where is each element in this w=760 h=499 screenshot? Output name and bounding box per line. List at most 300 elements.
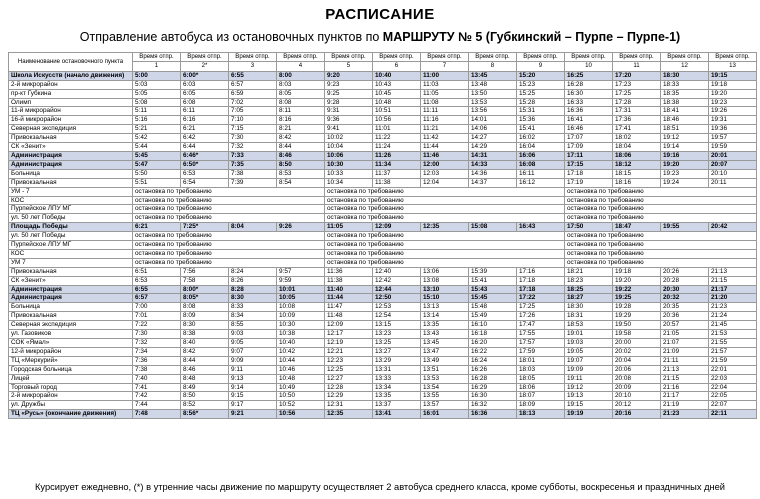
stop-name: 2-й микрорайон	[9, 80, 133, 89]
departure-time: 19:18	[613, 267, 661, 276]
departure-time: 6:59	[229, 89, 277, 98]
departure-time: 5:16	[133, 116, 181, 125]
run-number: 6	[373, 62, 421, 71]
departure-time: 17:11	[565, 151, 613, 160]
departure-time: 9:26	[277, 223, 325, 232]
departure-time: 7:22	[133, 321, 181, 330]
schedule-row	[9, 347, 757, 356]
departure-time: 8:40	[181, 339, 229, 348]
stop-name: Привокзальная	[9, 267, 133, 276]
run-number: 8	[469, 62, 517, 71]
departure-time: 19:18	[709, 80, 757, 89]
departure-time: 5:42	[133, 134, 181, 143]
schedule-table	[8, 52, 757, 419]
departure-time: 16:36	[565, 107, 613, 116]
departure-time: 20:28	[661, 276, 709, 285]
departure-time: 5:44	[133, 143, 181, 152]
departure-time: 14:27	[469, 134, 517, 143]
departure-time: 20:11	[709, 178, 757, 187]
departure-time: 12:40	[373, 267, 421, 276]
stop-name: ул. Газовиков	[9, 330, 133, 339]
departure-time: 12:54	[373, 312, 421, 321]
departure-time: 13:14	[421, 312, 469, 321]
departure-time: 13:48	[469, 80, 517, 89]
time-column-header: Время отпр.	[661, 53, 709, 62]
departure-time: 19:01	[565, 330, 613, 339]
departure-time: 19:36	[709, 125, 757, 134]
departure-time: 10:43	[373, 80, 421, 89]
departure-time: 21:20	[709, 294, 757, 303]
departure-time: 8:53	[277, 169, 325, 178]
departure-time: 15:45	[469, 294, 517, 303]
departure-time: 14:31	[469, 151, 517, 160]
departure-time: 16:28	[565, 80, 613, 89]
departure-time: 21:59	[709, 356, 757, 365]
departure-time: 15:36	[517, 116, 565, 125]
departure-time: 21:23	[661, 410, 709, 419]
departure-time: 13:27	[373, 347, 421, 356]
departure-time: 19:05	[565, 347, 613, 356]
departure-time: 7:00	[133, 303, 181, 312]
departure-time: 21:16	[661, 383, 709, 392]
departure-time: 6:05	[181, 89, 229, 98]
departure-time: 8:50	[181, 392, 229, 401]
departure-time: 15:49	[469, 312, 517, 321]
departure-time: 11:44	[325, 294, 373, 303]
departure-time: 10:44	[277, 356, 325, 365]
on-request-label: остановка по требованию	[565, 214, 757, 223]
departure-time: 18:16	[613, 178, 661, 187]
departure-time: 6:54	[181, 178, 229, 187]
departure-time: 21:11	[661, 356, 709, 365]
departure-time: 20:04	[613, 356, 661, 365]
schedule-body	[9, 71, 757, 418]
departure-time: 6:21	[181, 125, 229, 134]
departure-time: 8:44	[181, 356, 229, 365]
departure-time: 18:04	[613, 143, 661, 152]
departure-time: 8:49	[181, 383, 229, 392]
stop-name: 12-й микрорайон	[9, 347, 133, 356]
departure-time: 12:19	[325, 339, 373, 348]
departure-time: 13:29	[373, 356, 421, 365]
departure-time: 16:22	[469, 347, 517, 356]
departure-time: 17:31	[613, 107, 661, 116]
departure-time: 19:31	[709, 116, 757, 125]
departure-time: 7:30	[133, 330, 181, 339]
departure-time: 19:11	[565, 374, 613, 383]
departure-time: 7:56	[181, 267, 229, 276]
departure-time: 18:01	[517, 356, 565, 365]
stop-name: Лицей	[9, 374, 133, 383]
departure-time: 5:03	[133, 80, 181, 89]
departure-time: 22:01	[709, 365, 757, 374]
departure-time: 18:25	[565, 285, 613, 294]
departure-time: 8:46	[181, 365, 229, 374]
departure-time: 7:58	[181, 276, 229, 285]
departure-time: 12:09	[373, 223, 421, 232]
stop-name: Администрация	[9, 285, 133, 294]
on-request-label: остановка по требованию	[325, 196, 565, 205]
departure-time: 6:55	[229, 71, 277, 80]
schedule-row	[9, 143, 757, 152]
departure-time: 21:45	[709, 321, 757, 330]
departure-time: 5:47	[133, 160, 181, 169]
departure-time: 18:33	[661, 80, 709, 89]
departure-time: 13:23	[373, 330, 421, 339]
departure-time: 16:12	[517, 178, 565, 187]
time-column-header: Время отпр.	[709, 53, 757, 62]
departure-time: 7:40	[133, 374, 181, 383]
departure-time: 7:32	[133, 339, 181, 348]
departure-time: 16:32	[469, 401, 517, 410]
departure-time: 21:57	[709, 347, 757, 356]
departure-time: 16:25	[565, 71, 613, 80]
departure-time: 13:35	[373, 392, 421, 401]
departure-time: 5:50	[133, 169, 181, 178]
time-column-header: Время отпр.	[613, 53, 661, 62]
departure-time: 13:43	[421, 330, 469, 339]
on-request-label: остановка по требованию	[565, 205, 757, 214]
departure-time: 17:18	[517, 276, 565, 285]
departure-time: 11:08	[421, 98, 469, 107]
departure-time: 9:05	[229, 339, 277, 348]
departure-time: 7:48	[133, 410, 181, 419]
departure-time: 19:16	[661, 151, 709, 160]
departure-time: 20:08	[613, 374, 661, 383]
departure-time: 21:55	[709, 339, 757, 348]
departure-time: 7:02	[229, 98, 277, 107]
departure-time: 22:05	[709, 392, 757, 401]
stop-name: Больница	[9, 169, 133, 178]
stop-name: КОС	[9, 249, 133, 258]
time-column-header: Время отпр.	[517, 53, 565, 62]
on-request-label: остановка по требованию	[133, 232, 325, 241]
departure-time: 13:56	[469, 107, 517, 116]
time-column-header: Время отпр.	[181, 53, 229, 62]
departure-time: 10:01	[277, 285, 325, 294]
stop-name: Пурпейское ЛПУ МГ	[9, 241, 133, 250]
run-number: 11	[613, 62, 661, 71]
departure-time: 7:34	[133, 347, 181, 356]
schedule-row	[9, 294, 757, 303]
departure-time: 17:18	[565, 169, 613, 178]
departure-time: 13:34	[373, 383, 421, 392]
departure-time: 11:40	[325, 285, 373, 294]
departure-time: 6:11	[181, 107, 229, 116]
departure-time: 18:30	[565, 303, 613, 312]
schedule-row	[9, 374, 757, 383]
departure-time: 13:53	[421, 374, 469, 383]
departure-time: 18:21	[565, 267, 613, 276]
departure-time: 10:40	[373, 71, 421, 80]
departure-time: 10:34	[325, 178, 373, 187]
departure-time: 13:50	[469, 89, 517, 98]
departure-time: 5:08	[133, 98, 181, 107]
departure-time: 11:42	[421, 134, 469, 143]
stop-name: ул. Дружбы	[9, 401, 133, 410]
departure-time: 19:19	[565, 410, 613, 419]
stop-name: ул. 50 лет Победы	[9, 214, 133, 223]
departure-time: 8:05	[277, 89, 325, 98]
stop-name: Школа Искусств (начало движения)	[9, 71, 133, 80]
schedule-row	[9, 116, 757, 125]
header-row-labels	[9, 53, 757, 62]
departure-time: 10:40	[277, 339, 325, 348]
departure-time: 6:16	[181, 116, 229, 125]
departure-time: 16:11	[517, 169, 565, 178]
departure-time: 12:35	[421, 223, 469, 232]
departure-time: 16:01	[421, 410, 469, 419]
departure-time: 19:15	[709, 71, 757, 80]
schedule-row	[9, 356, 757, 365]
departure-time: 20:42	[709, 223, 757, 232]
schedule-row	[9, 267, 757, 276]
departure-time: 10:56	[277, 410, 325, 419]
departure-time: 18:51	[661, 125, 709, 134]
time-column-header: Время отпр.	[277, 53, 325, 62]
schedule-row	[9, 401, 757, 410]
departure-time: 18:09	[517, 401, 565, 410]
stop-name: ул. 50 лет Победы	[9, 232, 133, 241]
departure-time: 7:30	[229, 134, 277, 143]
departure-time: 8:04	[229, 223, 277, 232]
departure-time: 7:41	[133, 383, 181, 392]
stop-name: УМ 7	[9, 258, 133, 267]
departure-time: 20:02	[613, 347, 661, 356]
stop-name: Пурпейское ЛПУ МГ	[9, 205, 133, 214]
departure-time: 17:18	[517, 285, 565, 294]
departure-time: 13:31	[373, 365, 421, 374]
departure-time: 8:00	[277, 71, 325, 80]
departure-time: 16:20	[469, 339, 517, 348]
departure-time: 18:12	[613, 160, 661, 169]
departure-time: 20:32	[661, 294, 709, 303]
departure-time: 10:50	[277, 392, 325, 401]
departure-time: 7:15	[229, 125, 277, 134]
departure-time: 7:36	[133, 356, 181, 365]
departure-time: 17:23	[613, 80, 661, 89]
departure-time: 11:34	[373, 160, 421, 169]
departure-time: 15:23	[517, 80, 565, 89]
departure-time: 18:46	[661, 116, 709, 125]
on-request-label: остановка по требованию	[325, 241, 565, 250]
departure-time: 12:21	[325, 347, 373, 356]
departure-time: 18:35	[661, 89, 709, 98]
on-request-label: остановка по требованию	[325, 258, 565, 267]
schedule-row	[9, 169, 757, 178]
on-request-label: остановка по требованию	[133, 187, 325, 196]
departure-time: 8:34	[229, 312, 277, 321]
departure-time: 21:23	[709, 303, 757, 312]
schedule-row	[9, 321, 757, 330]
stop-name: 16-й микрорайон	[9, 116, 133, 125]
on-request-label: остановка по требованию	[565, 196, 757, 205]
stop-name: ТЦ «Меркурий»	[9, 356, 133, 365]
departure-time: 9:07	[229, 347, 277, 356]
departure-time: 8:52	[181, 401, 229, 410]
on-request-label: остановка по требованию	[133, 249, 325, 258]
departure-time: 18:06	[517, 383, 565, 392]
on-request-label: остановка по требованию	[565, 249, 757, 258]
departure-time: 6:42	[181, 134, 229, 143]
run-number: 7	[421, 62, 469, 71]
departure-time: 17:15	[565, 160, 613, 169]
departure-time: 20:00	[613, 339, 661, 348]
departure-time: 8:11	[277, 107, 325, 116]
departure-time: 11:05	[325, 223, 373, 232]
departure-time: 10:48	[277, 374, 325, 383]
departure-time: 9:57	[277, 267, 325, 276]
departure-time: 6:57	[229, 80, 277, 89]
departure-time: 19:24	[661, 178, 709, 187]
departure-time: 14:33	[469, 160, 517, 169]
stop-name: УМ - 7	[9, 187, 133, 196]
departure-time: 10:46	[277, 365, 325, 374]
on-request-label: остановка по требованию	[133, 241, 325, 250]
departure-time: 13:08	[421, 276, 469, 285]
departure-time: 20:12	[613, 401, 661, 410]
departure-time: 18:03	[517, 365, 565, 374]
departure-time: 10:02	[325, 134, 373, 143]
departure-time: 17:09	[565, 143, 613, 152]
departure-time: 20:26	[661, 267, 709, 276]
run-number: 13	[709, 62, 757, 71]
departure-time: 12:09	[325, 321, 373, 330]
departure-time: 13:15	[373, 321, 421, 330]
run-number: 10	[565, 62, 613, 71]
departure-time: 10:51	[373, 107, 421, 116]
stop-name: Больница	[9, 303, 133, 312]
departure-time: 16:33	[565, 98, 613, 107]
schedule-row	[9, 303, 757, 312]
departure-time: 5:00	[133, 71, 181, 80]
departure-time: 16:04	[517, 143, 565, 152]
departure-time: 14:37	[469, 178, 517, 187]
page-subtitle	[0, 30, 760, 44]
departure-time: 19:50	[613, 321, 661, 330]
departure-time: 7:32	[229, 143, 277, 152]
departure-time: 8:42	[181, 347, 229, 356]
departure-time: 9:13	[229, 374, 277, 383]
departure-time: 21:17	[709, 285, 757, 294]
run-number: 9	[517, 62, 565, 71]
stop-name: 2-й микрорайон	[9, 392, 133, 401]
departure-time: 17:28	[613, 98, 661, 107]
departure-time: 13:49	[421, 356, 469, 365]
on-request-label: остановка по требованию	[565, 232, 757, 241]
departure-time: 8:56*	[181, 410, 229, 419]
departure-time: 10:08	[277, 303, 325, 312]
departure-time: 18:23	[565, 276, 613, 285]
departure-time: 10:38	[277, 330, 325, 339]
departure-time: 8:00*	[181, 285, 229, 294]
stop-name: СК «Зенит»	[9, 276, 133, 285]
schedule-row	[9, 178, 757, 187]
schedule-row	[9, 339, 757, 348]
departure-time: 9:20	[325, 71, 373, 80]
departure-time: 7:42	[133, 392, 181, 401]
departure-time: 6:00*	[181, 71, 229, 80]
departure-time: 19:58	[613, 330, 661, 339]
footer-note: Курсирует ежедневно, (*) в утренние часы движение по маршруту осуществляет 2 автобуса среднего класса, кроме субботы, воскресенья и праздничных дней	[35, 482, 725, 492]
departure-time: 19:20	[661, 160, 709, 169]
departure-time: 18:15	[613, 169, 661, 178]
departure-time: 5:51	[133, 178, 181, 187]
stop-name: КОС	[9, 196, 133, 205]
departure-time: 20:07	[709, 160, 757, 169]
stop-name: ТЦ «Русь» (окончание движения)	[9, 410, 133, 419]
departure-time: 19:28	[613, 303, 661, 312]
departure-time: 13:13	[421, 303, 469, 312]
departure-time: 14:06	[469, 125, 517, 134]
departure-time: 19:23	[709, 98, 757, 107]
departure-time: 9:28	[325, 98, 373, 107]
departure-time: 12:25	[325, 365, 373, 374]
departure-time: 20:57	[661, 321, 709, 330]
departure-time: 17:47	[517, 321, 565, 330]
time-column-header: Время отпр.	[565, 53, 613, 62]
departure-time: 8:50	[277, 160, 325, 169]
departure-time: 8:38	[181, 330, 229, 339]
departure-time: 13:53	[469, 98, 517, 107]
departure-time: 13:57	[421, 401, 469, 410]
departure-time: 15:08	[469, 223, 517, 232]
departure-time: 8:08	[277, 98, 325, 107]
schedule-row	[9, 71, 757, 80]
departure-time: 9:11	[229, 365, 277, 374]
departure-time: 13:45	[469, 71, 517, 80]
departure-time: 21:09	[661, 347, 709, 356]
request-stop-row	[9, 258, 757, 267]
departure-time: 13:51	[421, 365, 469, 374]
departure-time: 13:35	[421, 321, 469, 330]
departure-time: 10:48	[373, 98, 421, 107]
departure-time: 10:33	[325, 169, 373, 178]
departure-time: 18:53	[565, 321, 613, 330]
departure-time: 19:55	[661, 223, 709, 232]
departure-time: 16:18	[469, 330, 517, 339]
departure-time: 16:29	[469, 383, 517, 392]
departure-time: 22:04	[709, 383, 757, 392]
departure-time: 10:45	[373, 89, 421, 98]
departure-time: 8:30	[229, 294, 277, 303]
stop-name: СК «Зенит»	[9, 143, 133, 152]
departure-time: 21:13	[709, 267, 757, 276]
departure-time: 11:38	[325, 276, 373, 285]
departure-time: 12:28	[325, 383, 373, 392]
stop-name: Северная экспедиция	[9, 321, 133, 330]
departure-time: 18:02	[613, 134, 661, 143]
departure-time: 13:25	[373, 339, 421, 348]
departure-time: 12:35	[325, 410, 373, 419]
departure-time: 7:44	[133, 401, 181, 410]
departure-time: 13:47	[421, 347, 469, 356]
departure-time: 21:17	[661, 392, 709, 401]
departure-time: 11:03	[421, 80, 469, 89]
departure-time: 5:05	[133, 89, 181, 98]
time-column-header: Время отпр.	[325, 53, 373, 62]
departure-time: 21:15	[709, 276, 757, 285]
departure-time: 16:36	[469, 410, 517, 419]
departure-time: 13:37	[373, 401, 421, 410]
schedule-row	[9, 223, 757, 232]
departure-time: 10:30	[325, 160, 373, 169]
departure-time: 14:29	[469, 143, 517, 152]
departure-time: 8:30	[181, 321, 229, 330]
departure-time: 22:03	[709, 374, 757, 383]
departure-time: 7:01	[133, 312, 181, 321]
departure-time: 13:41	[373, 410, 421, 419]
